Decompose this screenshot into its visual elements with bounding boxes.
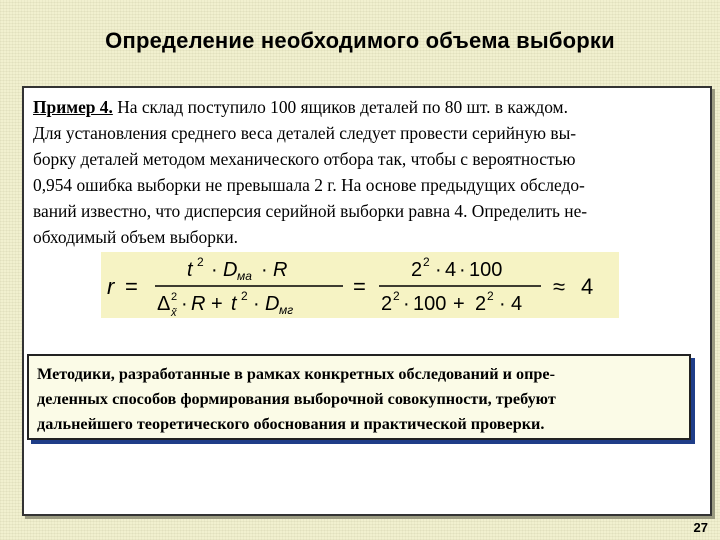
note-line-1: Методики, разработанные в рамках конкретных обследований и опре- xyxy=(37,365,555,383)
formula-eq-1: = xyxy=(125,274,138,299)
num-dot-2: · xyxy=(261,259,268,281)
den2-dot-1: · xyxy=(403,293,410,315)
page-number: 27 xyxy=(693,520,708,535)
num-dot-1: · xyxy=(211,259,218,281)
den2-four: 4 xyxy=(511,293,523,315)
num-D-sub: ма xyxy=(237,269,252,283)
den2-two-b: 2 xyxy=(475,293,487,315)
sample-size-formula xyxy=(101,252,619,318)
den2-two-a: 2 xyxy=(381,293,393,315)
problem-line-6: обходимый объем выборки. xyxy=(33,227,239,247)
note-line-2: деленных способов формирования выборочной совокупности, требуют xyxy=(37,390,556,408)
problem-line xyxy=(33,94,703,120)
den2-hundred: 100 xyxy=(413,293,447,315)
num-D: D xyxy=(223,259,238,281)
num-t: t xyxy=(187,259,193,281)
num-R: R xyxy=(273,259,288,281)
num-t-sq: 2 xyxy=(197,255,204,269)
formula-box xyxy=(101,252,619,318)
den-dot-2: · xyxy=(253,293,260,315)
num2-hundred: 100 xyxy=(469,259,503,281)
den-t: t xyxy=(231,293,237,315)
formula-r: r xyxy=(107,274,115,299)
den-D-sub: мг xyxy=(279,303,294,317)
problem-line-5: ваний известно, что дисперсия серийной выборки равна 4. Определить не- xyxy=(33,201,588,221)
problem-line-2: Для установления среднего веса деталей следует провести серийную вы- xyxy=(33,123,577,143)
den-R: R xyxy=(191,293,206,315)
den-t-sq: 2 xyxy=(241,289,248,303)
den-Delta-sub: x̃ xyxy=(171,307,177,318)
problem-line-1: На склад поступило 100 ящиков деталей по 80 шт. в каждом. xyxy=(112,97,568,117)
den2-plus: + xyxy=(453,293,465,315)
slide-title: Определение необходимого объема выборки xyxy=(105,28,615,53)
num2-dot-1: · xyxy=(435,259,442,281)
formula-result: 4 xyxy=(581,274,594,299)
den-Delta: Δ xyxy=(157,293,171,315)
formula-approx: ≈ xyxy=(553,274,566,299)
den2-two-b-sq: 2 xyxy=(487,289,494,303)
problem-line-4: 0,954 ошибка выборки не превышала 2 г. На основе предыдущих обследо- xyxy=(33,175,585,195)
den-D: D xyxy=(265,293,280,315)
formula-eq-2: = xyxy=(353,274,366,299)
fraction-2-numerator xyxy=(411,255,502,281)
num2-two: 2 xyxy=(411,259,423,281)
num2-two-sq: 2 xyxy=(423,255,430,269)
den2-dot-2: · xyxy=(499,293,506,315)
fraction-1-denominator xyxy=(157,289,293,318)
note-line-3: дальнейшего теоретического обоснования и практической проверки. xyxy=(37,415,545,433)
den2-two-a-sq: 2 xyxy=(393,289,400,303)
problem-line-3: борку деталей методом механического отбора так, чтобы с вероятностью xyxy=(33,149,576,169)
den-plus: + xyxy=(211,293,223,315)
problem-text xyxy=(33,94,703,250)
fraction-2-denominator xyxy=(381,289,522,315)
den-Delta-sq: 2 xyxy=(171,291,178,303)
den-dot-1: · xyxy=(181,293,188,315)
methodology-note xyxy=(27,354,691,440)
num2-four: 4 xyxy=(445,259,457,281)
example-label: Пример 4. xyxy=(33,97,113,117)
fraction-1-numerator xyxy=(187,255,287,283)
num2-dot-2: · xyxy=(459,259,466,281)
